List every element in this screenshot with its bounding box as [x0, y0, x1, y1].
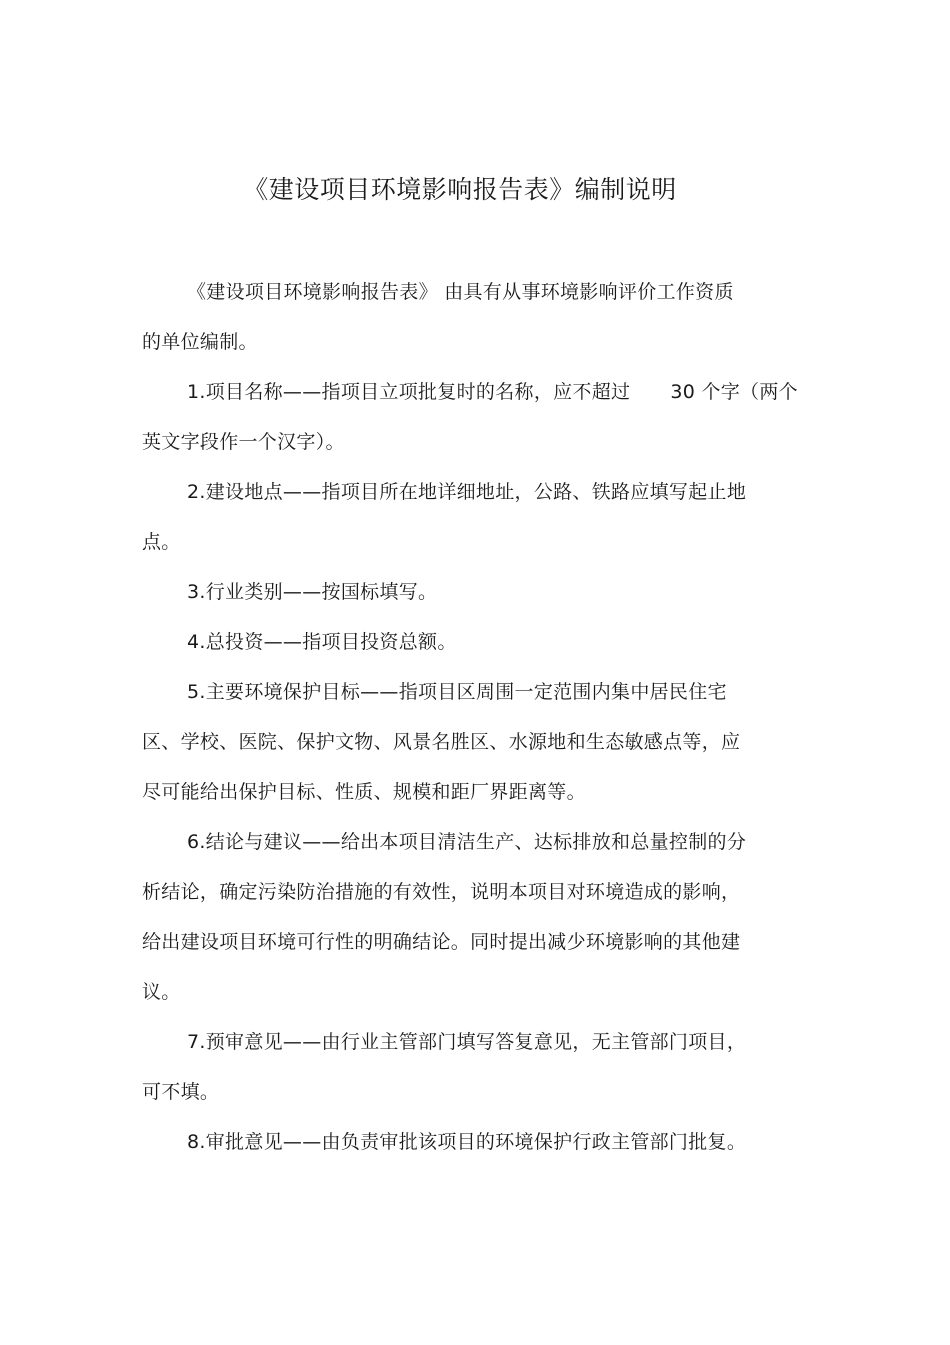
item-6-line-2: 析结论，确定污染防治措施的有效性，说明本项目对环境造成的影响，: [142, 881, 741, 903]
item-7-line-2: 可不填。: [142, 1081, 220, 1103]
item-5-line-2: 区、学校、医院、保护文物、风景名胜区、水源地和生态敏感点等，应: [142, 731, 741, 753]
item-6-line-4: 议。: [142, 981, 181, 1003]
item-3-line-1: 3.行业类别——按国标填写。: [187, 581, 438, 603]
item-1-text-b: 30 个字（两个: [670, 381, 798, 403]
item-1-text-a: 1.项目名称——指项目立项批复时的名称，应不超过: [187, 381, 631, 403]
item-6-line-3: 给出建设项目环境可行性的明确结论。同时提出减少环境影响的其他建: [142, 931, 741, 953]
item-4-line-1: 4.总投资——指项目投资总额。: [187, 631, 457, 653]
item-6-line-1: 6.结论与建议——给出本项目清洁生产、达标排放和总量控制的分: [187, 831, 747, 853]
item-7-line-1: 7.预审意见——由行业主管部门填写答复意见，无主管部门项目，: [187, 1031, 747, 1053]
item-5-line-3: 尽可能给出保护目标、性质、规模和距厂界距离等。: [142, 781, 586, 803]
item-2-line-1: 2.建设地点——指项目所在地详细地址，公路、铁路应填写起止地: [187, 481, 747, 503]
document-title: 《建设项目环境影响报告表》编制说明: [243, 175, 677, 204]
item-5-line-1: 5.主要环境保护目标——指项目区周围一定范围内集中居民住宅: [187, 681, 727, 703]
item-1-line-1: [187, 379, 798, 405]
paragraph-intro-line-2: 的单位编制。: [142, 331, 258, 353]
item-1-line-2: 英文字段作一个汉字）。: [142, 431, 345, 453]
item-2-line-2: 点。: [142, 531, 181, 553]
paragraph-intro-line-1: 《建设项目环境影响报告表》 由具有从事环境影响评价工作资质: [187, 281, 734, 303]
item-8-line-1: 8.审批意见——由负责审批该项目的环境保护行政主管部门批复。: [187, 1131, 747, 1153]
